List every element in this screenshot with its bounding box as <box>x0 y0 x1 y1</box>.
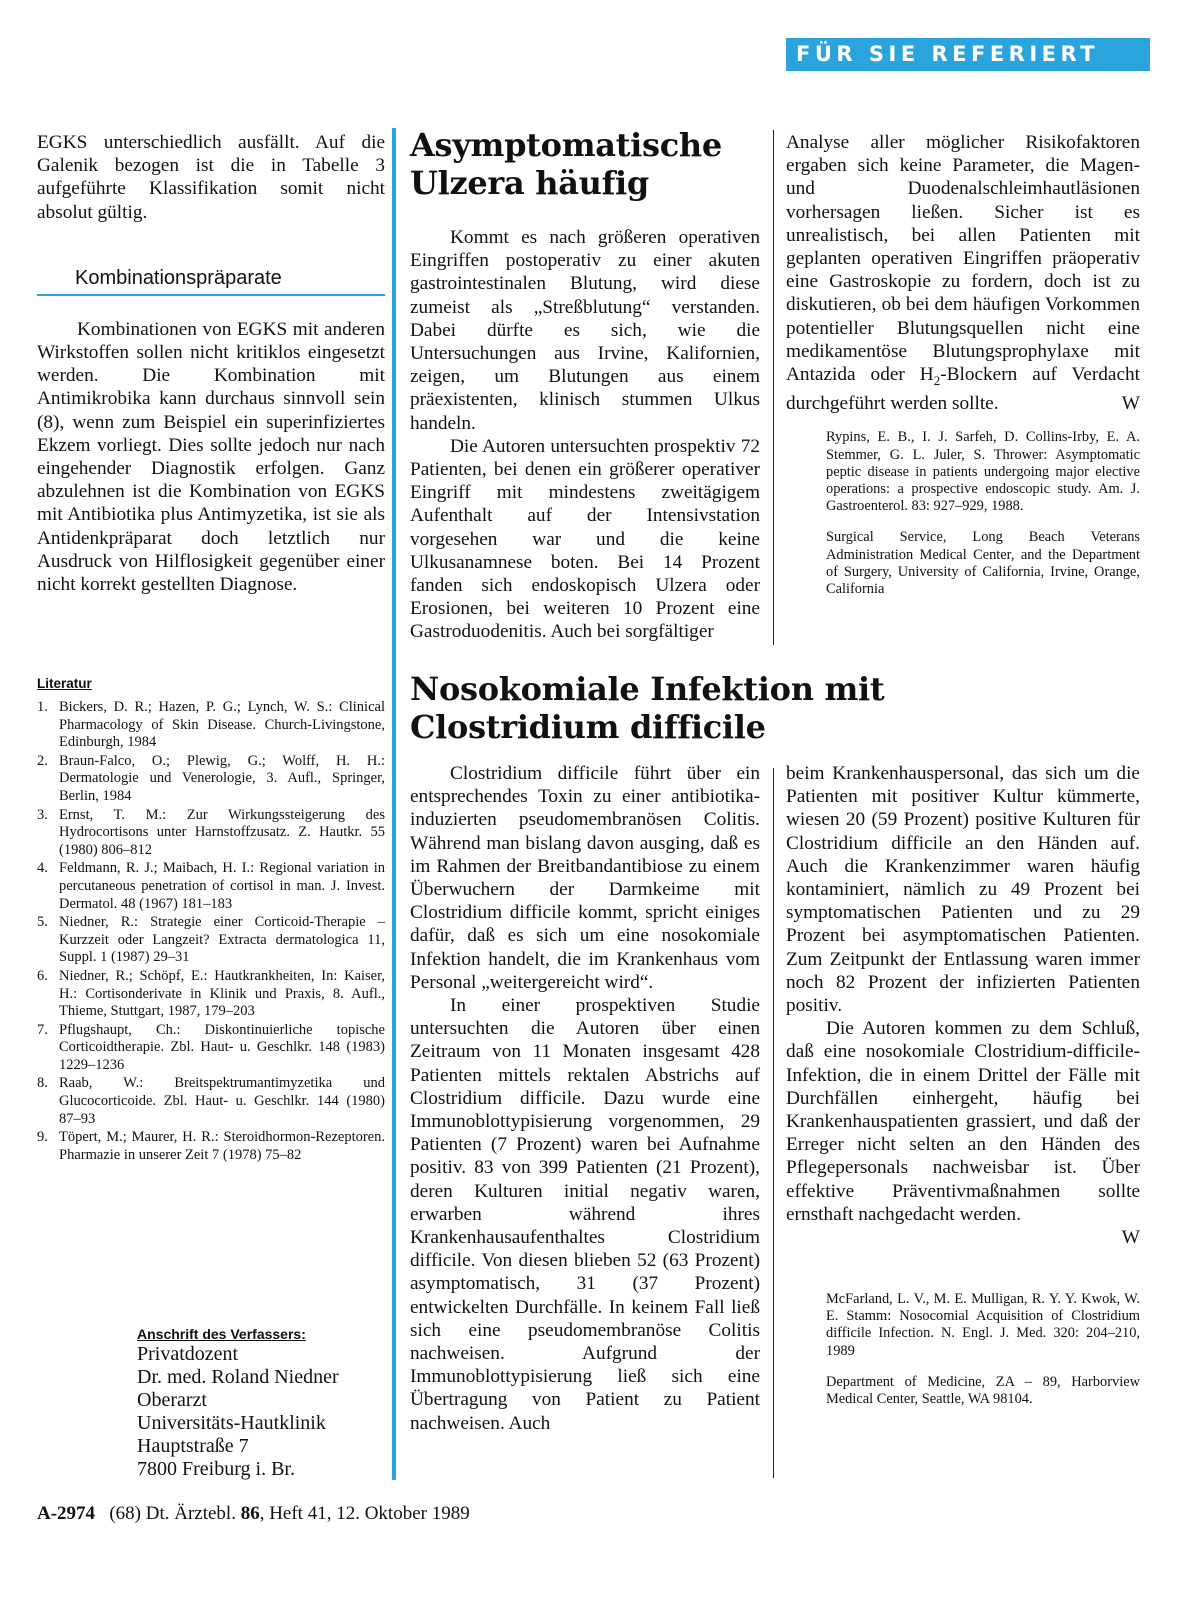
article1-references <box>786 429 1140 598</box>
article1-citation: Rypins, E. B., I. J. Sarfeh, D. Collins-Irby, E. A. Stemmer, G. L. Juler, S. Thrower: Asymptomatic peptic disease in patients undergoing major elective operations: a prospective endoscopic study. Am. J. Gastroenterol. 83: 927–929, 1988. <box>826 429 1140 515</box>
column-divider-thin <box>773 130 774 645</box>
address-line: Oberarzt <box>137 1389 207 1411</box>
subheading-block <box>37 266 385 296</box>
literature-item: 7. Pflugshaupt, Ch.: Diskontinuierliche topische Corticoidtherapie. Zbl. Haut- u. Geschlkr. 148 (1983) 1229–1236 <box>37 1021 385 1073</box>
article2-continuation <box>786 762 1140 1408</box>
address-heading: Anschrift des Verfassers: <box>137 1326 306 1342</box>
literature-item: 5. Niedner, R.: Strategie einer Corticoid-Therapie – Kurzzeit oder Langzeit? Extracta dermatologica 11, Suppl. 1 (1987) 29–31 <box>37 914 385 966</box>
subheading-underline <box>37 294 385 296</box>
literature-item: 1. Bickers, D. R.; Hazen, P. G.; Lynch, W. S.: Clinical Pharmacology of Skin Disease. Church-Livingstone, Edinburgh, 1984 <box>37 699 385 751</box>
literature-item: 2. Braun-Falco, O.; Plewig, G.; Wolff, H. H.: Dermatologie und Venerologie, 3. Aufl., Springer, Berlin, 1984 <box>37 752 385 804</box>
article1-paragraph: Die Autoren untersuchten prospektiv 72 Patienten, bei denen ein größerer operativer Eingriff mit mindestens zweitägigem Aufenthalt auf der Intensivstation vorgesehen war und die keine Ulkusanamnese boten. Bei 14 Prozent fanden sich endoskopisch Ulzera oder Erosionen, bei weiteren 10 Prozent eine Gastroduodenitis. Auch bei sorgfältiger <box>410 435 760 643</box>
article1-signature: W <box>1121 393 1140 415</box>
article2-paragraph: Clostridium difficile führt über ein entsprechendes Toxin zu einer antibiotika-induzierten pseudomembranösen Colitis. Während man bislang davon ausging, daß es im Rahmen der Breitbandantibiose zu einem Überwuchern der Darmkeime mit Clostridium difficile kommt, spricht einiges dafür, daß es sich um eine nosokomiale Infektion handelt, die im Krankenhaus vom Personal „weitergereicht wird“. <box>410 763 760 993</box>
article1-paragraph: Analyse aller möglicher Risikofaktoren ergaben sich keine Parameter, die Magen- und Duodenalschleimhautläsionen vorhersagen ließen. Sicher ist es unrealistisch, bei allen Patienten mit geplanten operativen Eingriffen präoperativ eine Gastroskopie zu fordern, doch ist zu diskutieren, ob bei dem häufigen Vorkommen potentieller Blutungsquellen nicht eine medikamentöse Blutungsprophylaxe mit Antazida oder $H_2$-Blockern auf Verdacht durchgeführt werden sollte. <box>786 132 1141 415</box>
article2-paragraph: Die Autoren kommen zu dem Schluß, daß eine nosokomiale Clostridium-difficile-Infektion, die in einem Drittel der Fälle mit Durchfällen einhergeht, häufig bei Krankenhauspatienten grassiert, und daß der Erreger nicht selten an den Händen des Pflegepersonals nachweisbar ist. Über effektive Präventivmaßnahmen sollte ernsthaft nachgedacht werden. <box>786 1018 1140 1225</box>
literature-item: 8. Raab, W.: Breitspektrumantimyzetika und Glucocorticoide. Zbl. Haut- u. Geschlkr. 144 (1980) 87–93 <box>37 1075 385 1127</box>
address-line: Privatdozent <box>137 1343 239 1365</box>
article2-citation: McFarland, L. V., M. E. Mulligan, R. Y. Y. Kwok, W. E. Stamm: Nosocomial Acquisition of Clostridium difficile Infection. N. Engl. J. Med. 320: 204–210, 1989 <box>826 1291 1140 1359</box>
column-divider-thin <box>773 768 774 1478</box>
article-asymptomatic-ulcers <box>410 126 760 644</box>
article2-title-block <box>410 670 1150 746</box>
footer-issue: , Heft 41, 12. Oktober 1989 <box>259 1503 470 1524</box>
literature-item: 4. Feldmann, R. J.; Maibach, H. I.: Regional variation in percutaneous penetration of cortisol in man. J. Invest. Dermatol. 48 (1967) 181–183 <box>37 860 385 912</box>
article2-references <box>786 1291 1140 1408</box>
literature-item: 6. Niedner, R.; Schöpf, E.: Hautkrankheiten, In: Kaiser, H.: Cortisonderivate in Klinik und Praxis, 8. Aufl., Thieme, Stuttgart, 1987, 179–203 <box>37 967 385 1020</box>
address-line: 7800 Freiburg i. Br. <box>137 1458 295 1480</box>
author-address <box>137 1325 385 1481</box>
article2-paragraph: beim Krankenhauspersonal, das sich um die Patienten mit positiver Kultur kümmerte, wiesen 20 (59 Prozent) positive Kulturen für Clostridium difficile an den Händen auf. Auch die Krankenzimmer waren häufig kontaminiert, nämlich zu 49 Prozent bei symptomatischen Patienten und zu 29 Prozent bei asymptomatischen Patienten. Zum Zeitpunkt der Entlassung waren immer noch 82 Prozent der infizierten Patienten positiv. <box>786 763 1140 1017</box>
subheading: Kombinationspräparate <box>75 266 282 289</box>
literature-list <box>37 699 385 1164</box>
footer-volume: 86 <box>240 1503 260 1524</box>
literature-item: 3. Ernst, T. M.: Zur Wirkungssteigerung des Hydrocortisons unter Harnstoffzusatz. Z. Hautkr. 55 (1980) 806–812 <box>37 806 385 858</box>
section-badge: FÜR SIE REFERIERT <box>786 38 1150 71</box>
address-line: Dr. med. Roland Niedner <box>137 1366 339 1388</box>
address-line: Hauptstraße 7 <box>137 1435 249 1457</box>
intro-paragraph: EGKS unterschiedlich ausfällt. Auf die Galenik bezogen ist die in Tabelle 3 aufgeführte Klassifikation somit nicht absolut gültig. <box>37 132 385 223</box>
column-divider-blue <box>392 128 396 1480</box>
combination-paragraph: Kombinationen von EGKS mit anderen Wirkstoffen sollen nicht kritiklos eingesetzt werden. Die Kombination mit Antimikrobika kann durchaus sinnvoll sein (8), wenn zum Beispiel ein superinfiziertes Ekzem vorliegt. Dies sollte jedoch nur nach eingehender Diagnostik erfolgen. Ganz abzulehnen ist die Kombination von EGKS mit Antibiotika plus Antimyzetika, ist sie als Antidenkpräparat doch letztlich nur Ausdruck von Hilflosigkeit gegenüber einer nicht korrekt gestellten Diagnose. <box>37 318 385 596</box>
literature-title: Literatur <box>37 676 92 691</box>
article1-affiliation: Surgical Service, Long Beach Veterans Administration Medical Center, and the Department of Surgery, University of California, Irvine, Orange, California <box>826 529 1140 597</box>
literature-section <box>37 676 385 1165</box>
article2-affiliation: Department of Medicine, ZA – 89, Harborview Medical Center, Seattle, WA 98104. <box>826 1373 1140 1408</box>
article2-title: Nosokomiale Infektion mit Clostridium difficile <box>410 670 885 746</box>
column-left <box>37 131 385 596</box>
article1-continuation <box>786 131 1140 598</box>
article2-signature: W <box>1121 1227 1140 1249</box>
footer-journal: (68) Dt. Ärztebl. <box>109 1503 236 1524</box>
article2-paragraph: In einer prospektiven Studie untersuchten die Autoren über einen Zeitraum von 11 Monaten insgesamt 428 Patienten mittels rektalen Abstrichs auf Clostridium difficile. Dazu wurde eine Immunoblottypisierung vorgenommen, 29 Patienten (7 Prozent) waren bei Aufnahme positiv. 83 von 399 Patienten (21 Prozent), deren Kulturen initial negativ waren, erwarben während ihres Krankenhausaufenthaltes Clostridium difficile. Von diesen blieben 52 (63 Prozent) asymptomatisch, 31 (37 Prozent) entwickelten Durchfälle. In keinem Fall ließ sich eine pseudomembranöse Colitis nachweisen. Aufgrund der Immunoblottypisierung ließ sich eine Übertragung von Patient zu Patient nachweisen. Auch <box>410 995 760 1434</box>
article1-title: Asymptomatische Ulzera häufig <box>410 126 722 202</box>
article1-paragraph: Kommt es nach größeren operativen Eingriffen postoperativ zu einer akuten gastrointestinalen Blutung, wird diese zumeist als „Streßblutung“ verstanden. Dabei dürfte es sich, wie die Untersuchungen aus Irvine, Kalifornien, zeigen, um Blutungen aus einem präexistenten, klinisch stummen Ulkus handeln. <box>410 227 760 434</box>
article-nosocomial-infection <box>410 762 760 1435</box>
address-line: Universitäts-Hautklinik <box>137 1412 326 1434</box>
literature-item: 9. Töpert, M.; Maurer, H. R.: Steroidhormon-Rezeptoren. Pharmazie in unserer Zeit 7 (1978) 75–82 <box>37 1129 385 1163</box>
page-code: A-2974 <box>37 1503 96 1524</box>
page-footer <box>37 1503 470 1525</box>
